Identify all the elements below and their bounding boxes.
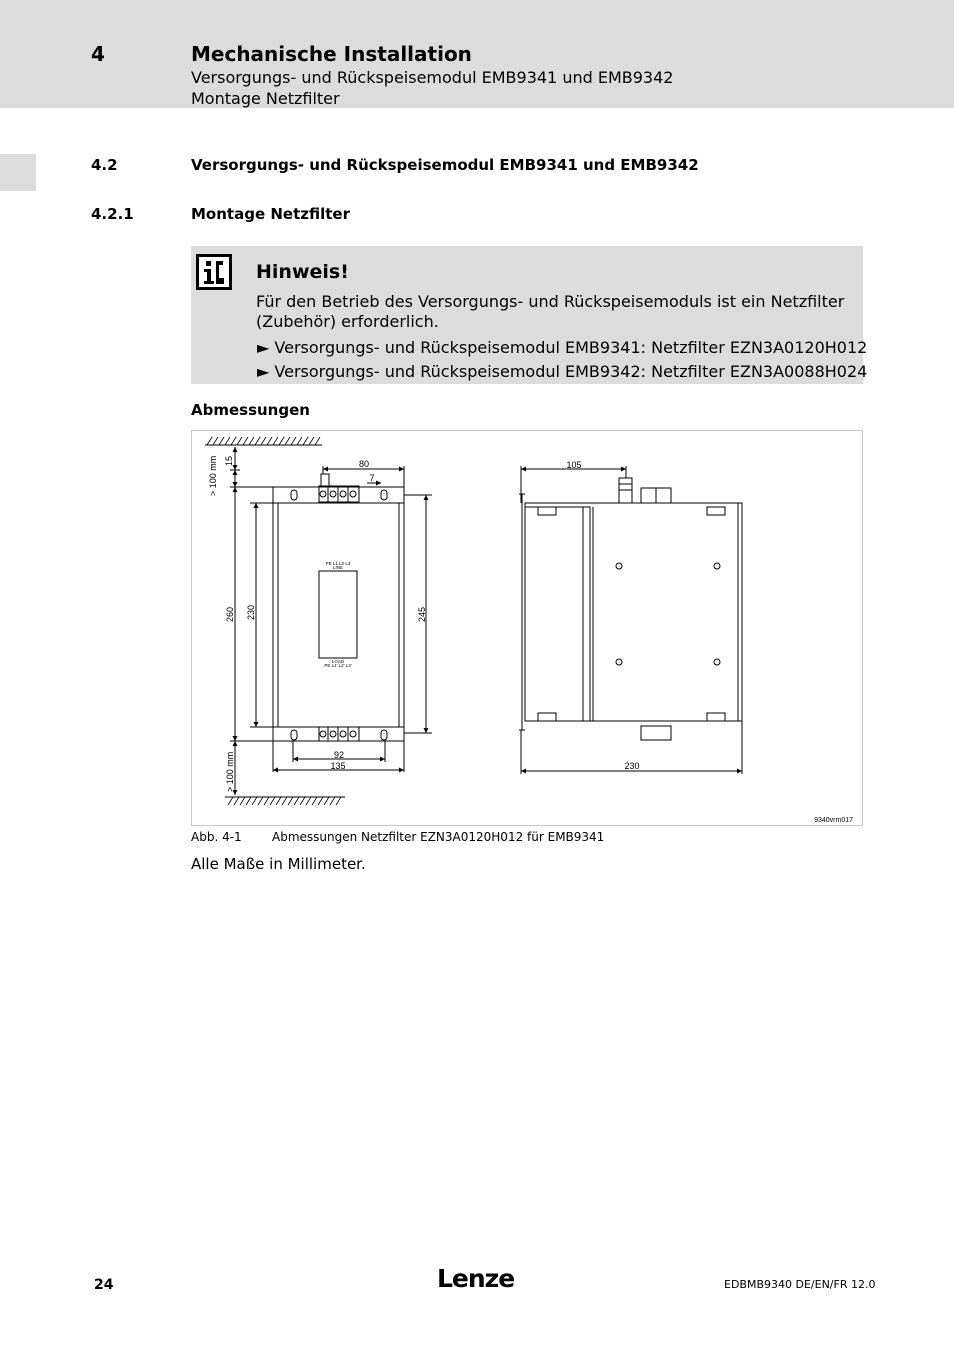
terminal-label-line: LINE (332, 565, 344, 570)
dim-245: 245 (417, 606, 427, 622)
caption-text: Abmessungen Netzfilter EZN3A0120H012 für EMB9341 (272, 830, 605, 844)
chapter-subtitle-2: Montage Netzfilter (191, 89, 340, 108)
note-list-item: ► Versorgungs- und Rückspeisemodul EMB9341: Netzfilter EZN3A0120H012 (257, 338, 868, 357)
dimension-drawing (192, 431, 862, 825)
lenze-logo: Lenze (437, 1264, 515, 1293)
info-icon (196, 254, 232, 290)
dim-260: 260 (225, 606, 235, 622)
caption-number: Abb. 4-1 (191, 830, 242, 844)
chapter-number: 4 (91, 42, 105, 66)
clearance-bottom: > 100 mm (225, 751, 235, 792)
terminal-label-top: PE L1 L2 L3 (325, 561, 351, 566)
terminal-label-bottom: PE L1' L2' L3' (324, 663, 352, 668)
dim-15: 15 (224, 455, 234, 466)
dim-230-side: 230 (624, 761, 640, 771)
note-title: Hinweis! (256, 261, 349, 283)
dim-135: 135 (330, 761, 346, 771)
section-number: 4.2 (91, 156, 118, 174)
subsection-number: 4.2.1 (91, 205, 134, 223)
header-band (0, 0, 954, 108)
note-text: Für den Betrieb des Versorgungs- und Rückspeisemoduls ist ein Netzfilter (Zubehör) erforderlich. (256, 292, 845, 331)
terminal-label-load: LOAD (331, 659, 345, 664)
dim-105: 105 (566, 460, 582, 470)
dim-230: 230 (246, 604, 256, 620)
dim-92: 92 (333, 750, 345, 760)
figure-code: 9340vrm017 (814, 817, 853, 824)
dim-7: 7 (369, 473, 375, 483)
chapter-subtitle: Versorgungs- und Rückspeisemodul EMB9341 und EMB9342 (191, 68, 674, 87)
page-number: 24 (94, 1277, 114, 1293)
document-reference: EDBMB9340 DE/EN/FR 12.0 (724, 1278, 876, 1291)
subsection-title: Montage Netzfilter (191, 205, 350, 223)
dimensions-heading: Abmessungen (191, 401, 310, 419)
section-title: Versorgungs- und Rückspeisemodul EMB9341 und EMB9342 (191, 156, 699, 174)
dim-80: 80 (358, 459, 370, 469)
clearance-top: > 100 mm (208, 455, 218, 496)
units-remark: Alle Maße in Millimeter. (191, 855, 366, 873)
chapter-title: Mechanische Installation (191, 42, 472, 66)
side-tab (0, 154, 36, 191)
note-list-item: ► Versorgungs- und Rückspeisemodul EMB9342: Netzfilter EZN3A0088H024 (257, 362, 868, 381)
